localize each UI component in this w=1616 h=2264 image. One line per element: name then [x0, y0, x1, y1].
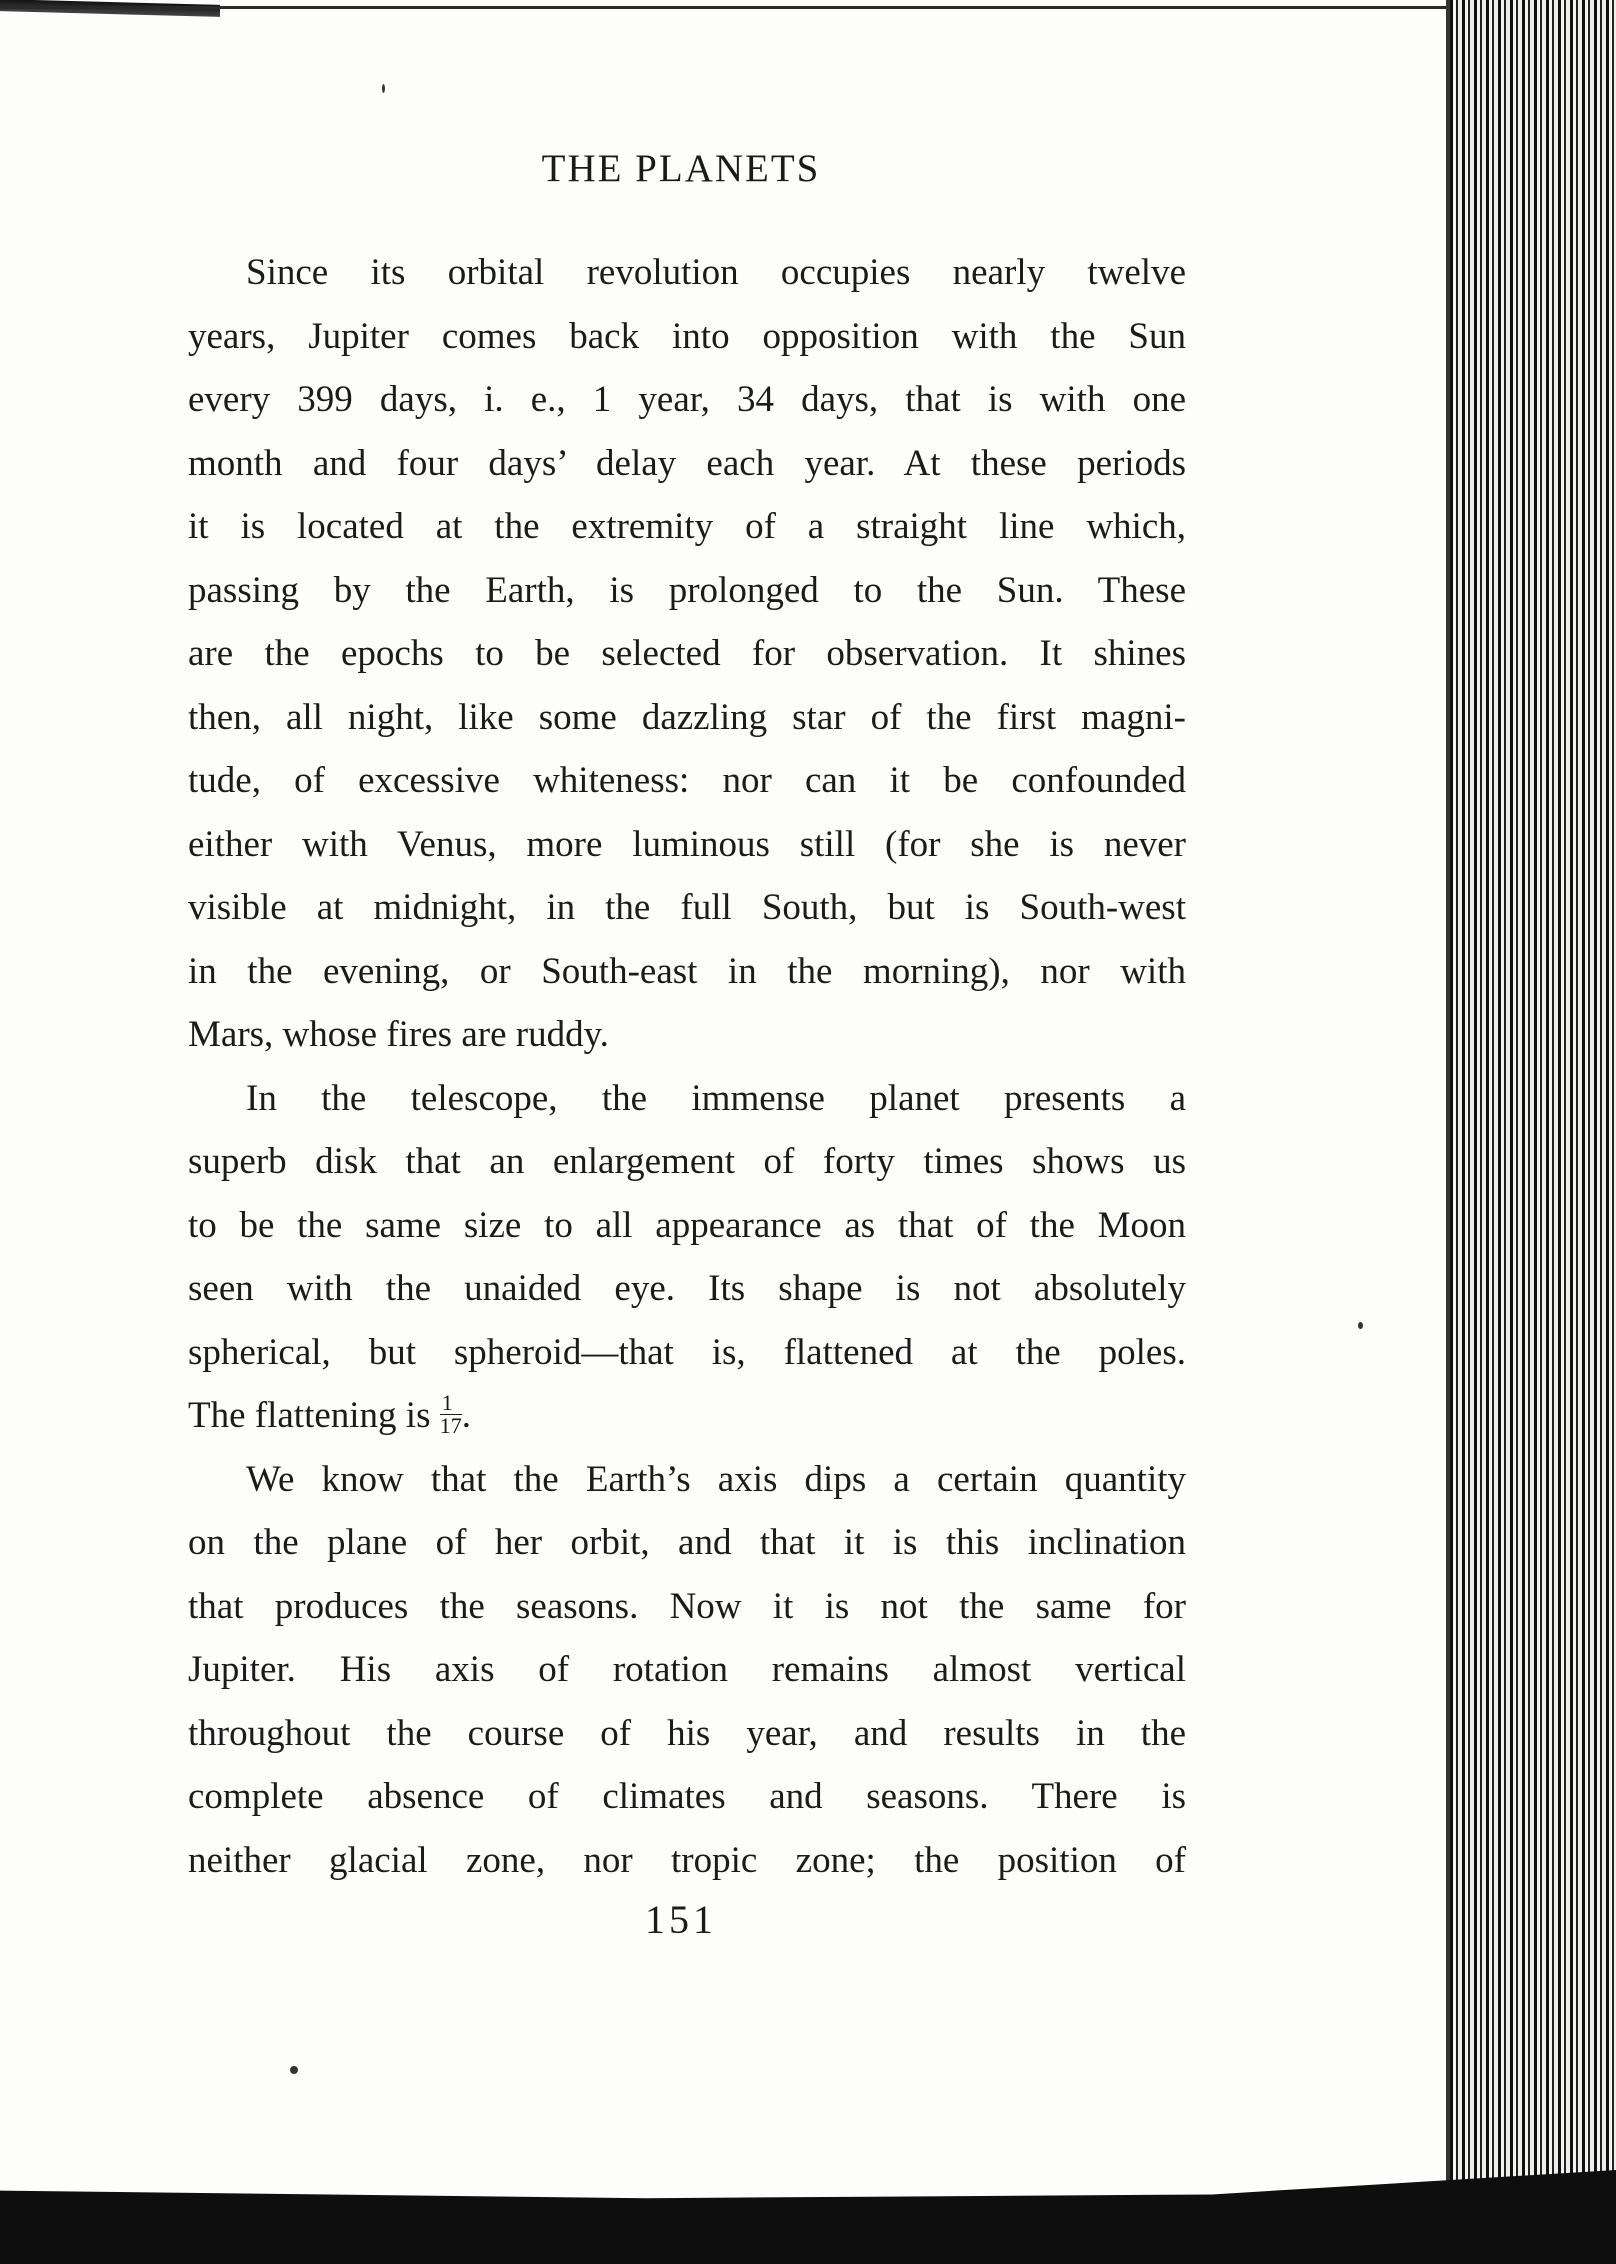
flattening-suffix: .	[461, 1395, 471, 1436]
text-line: that produces the seasons. Now it is not the same for	[188, 1585, 1186, 1627]
book-page-edges	[1450, 0, 1616, 2200]
text-line: seen with the unaided eye. Its shape is not absolutely	[188, 1268, 1186, 1309]
text-line: complete absence of climates and seasons. There is	[188, 1776, 1186, 1817]
text-line: in the evening, or South-east in the morning), nor with	[188, 950, 1186, 992]
body-text	[188, 241, 1186, 1892]
text-line: superb disk that an enlargement of forty times shows us	[188, 1141, 1186, 1182]
text-line: to be the same size to all appearance as that of the Moon	[188, 1204, 1186, 1246]
text-line: Jupiter. His axis of rotation remains almost vertical	[188, 1649, 1186, 1690]
text-line: In the telescope, the immense planet presents a	[246, 1077, 1186, 1119]
fraction-numerator: 1	[440, 1392, 462, 1415]
text-line: every 399 days, i. e., 1 year, 34 days, that is with one	[188, 379, 1186, 420]
text-line: spherical, but spheroid—that is, flattened at the poles.	[188, 1331, 1186, 1373]
text-line: month and four days’ delay each year. At these periods	[188, 442, 1186, 484]
text-line: Since its orbital revolution occupies nearly twelve	[246, 252, 1186, 293]
text-line: on the plane of her orbit, and that it is this inclination	[188, 1522, 1186, 1563]
flattening-fraction	[440, 1392, 462, 1437]
flattening-line	[188, 1384, 1186, 1448]
scan-speck	[290, 2066, 298, 2074]
text-line: passing by the Earth, is prolonged to the Sun. These	[188, 569, 1186, 611]
text-line: We know that the Earth’s axis dips a certain quantity	[246, 1458, 1186, 1500]
text-line: are the epochs to be selected for observation. It shines	[188, 633, 1186, 674]
page-number: 151	[645, 1897, 717, 1942]
flattening-prefix: The flattening is	[188, 1395, 440, 1436]
scan-speck	[1358, 1322, 1363, 1329]
running-head: THE PLANETS	[541, 147, 821, 190]
scan-speck	[382, 84, 385, 93]
text-line: either with Venus, more luminous still (for she is never	[188, 823, 1186, 865]
top-page-edge	[0, 6, 1450, 9]
text-line: it is located at the extremity of a straight line which,	[188, 506, 1186, 547]
text-line: neither glacial zone, nor tropic zone; the position of	[188, 1839, 1186, 1881]
text-line: then, all night, like some dazzling star of the first magni-	[188, 696, 1186, 738]
scan-bottom-shadow	[0, 2170, 1616, 2264]
text-line: Mars, whose fires are ruddy.	[188, 1014, 609, 1055]
text-line: tude, of excessive whiteness: nor can it be confounded	[188, 760, 1186, 801]
text-line: years, Jupiter comes back into opposition with the Sun	[188, 315, 1186, 357]
text-line: visible at midnight, in the full South, but is South-west	[188, 887, 1186, 928]
fraction-denominator: 17	[439, 1413, 462, 1438]
text-line: throughout the course of his year, and results in the	[188, 1712, 1186, 1754]
